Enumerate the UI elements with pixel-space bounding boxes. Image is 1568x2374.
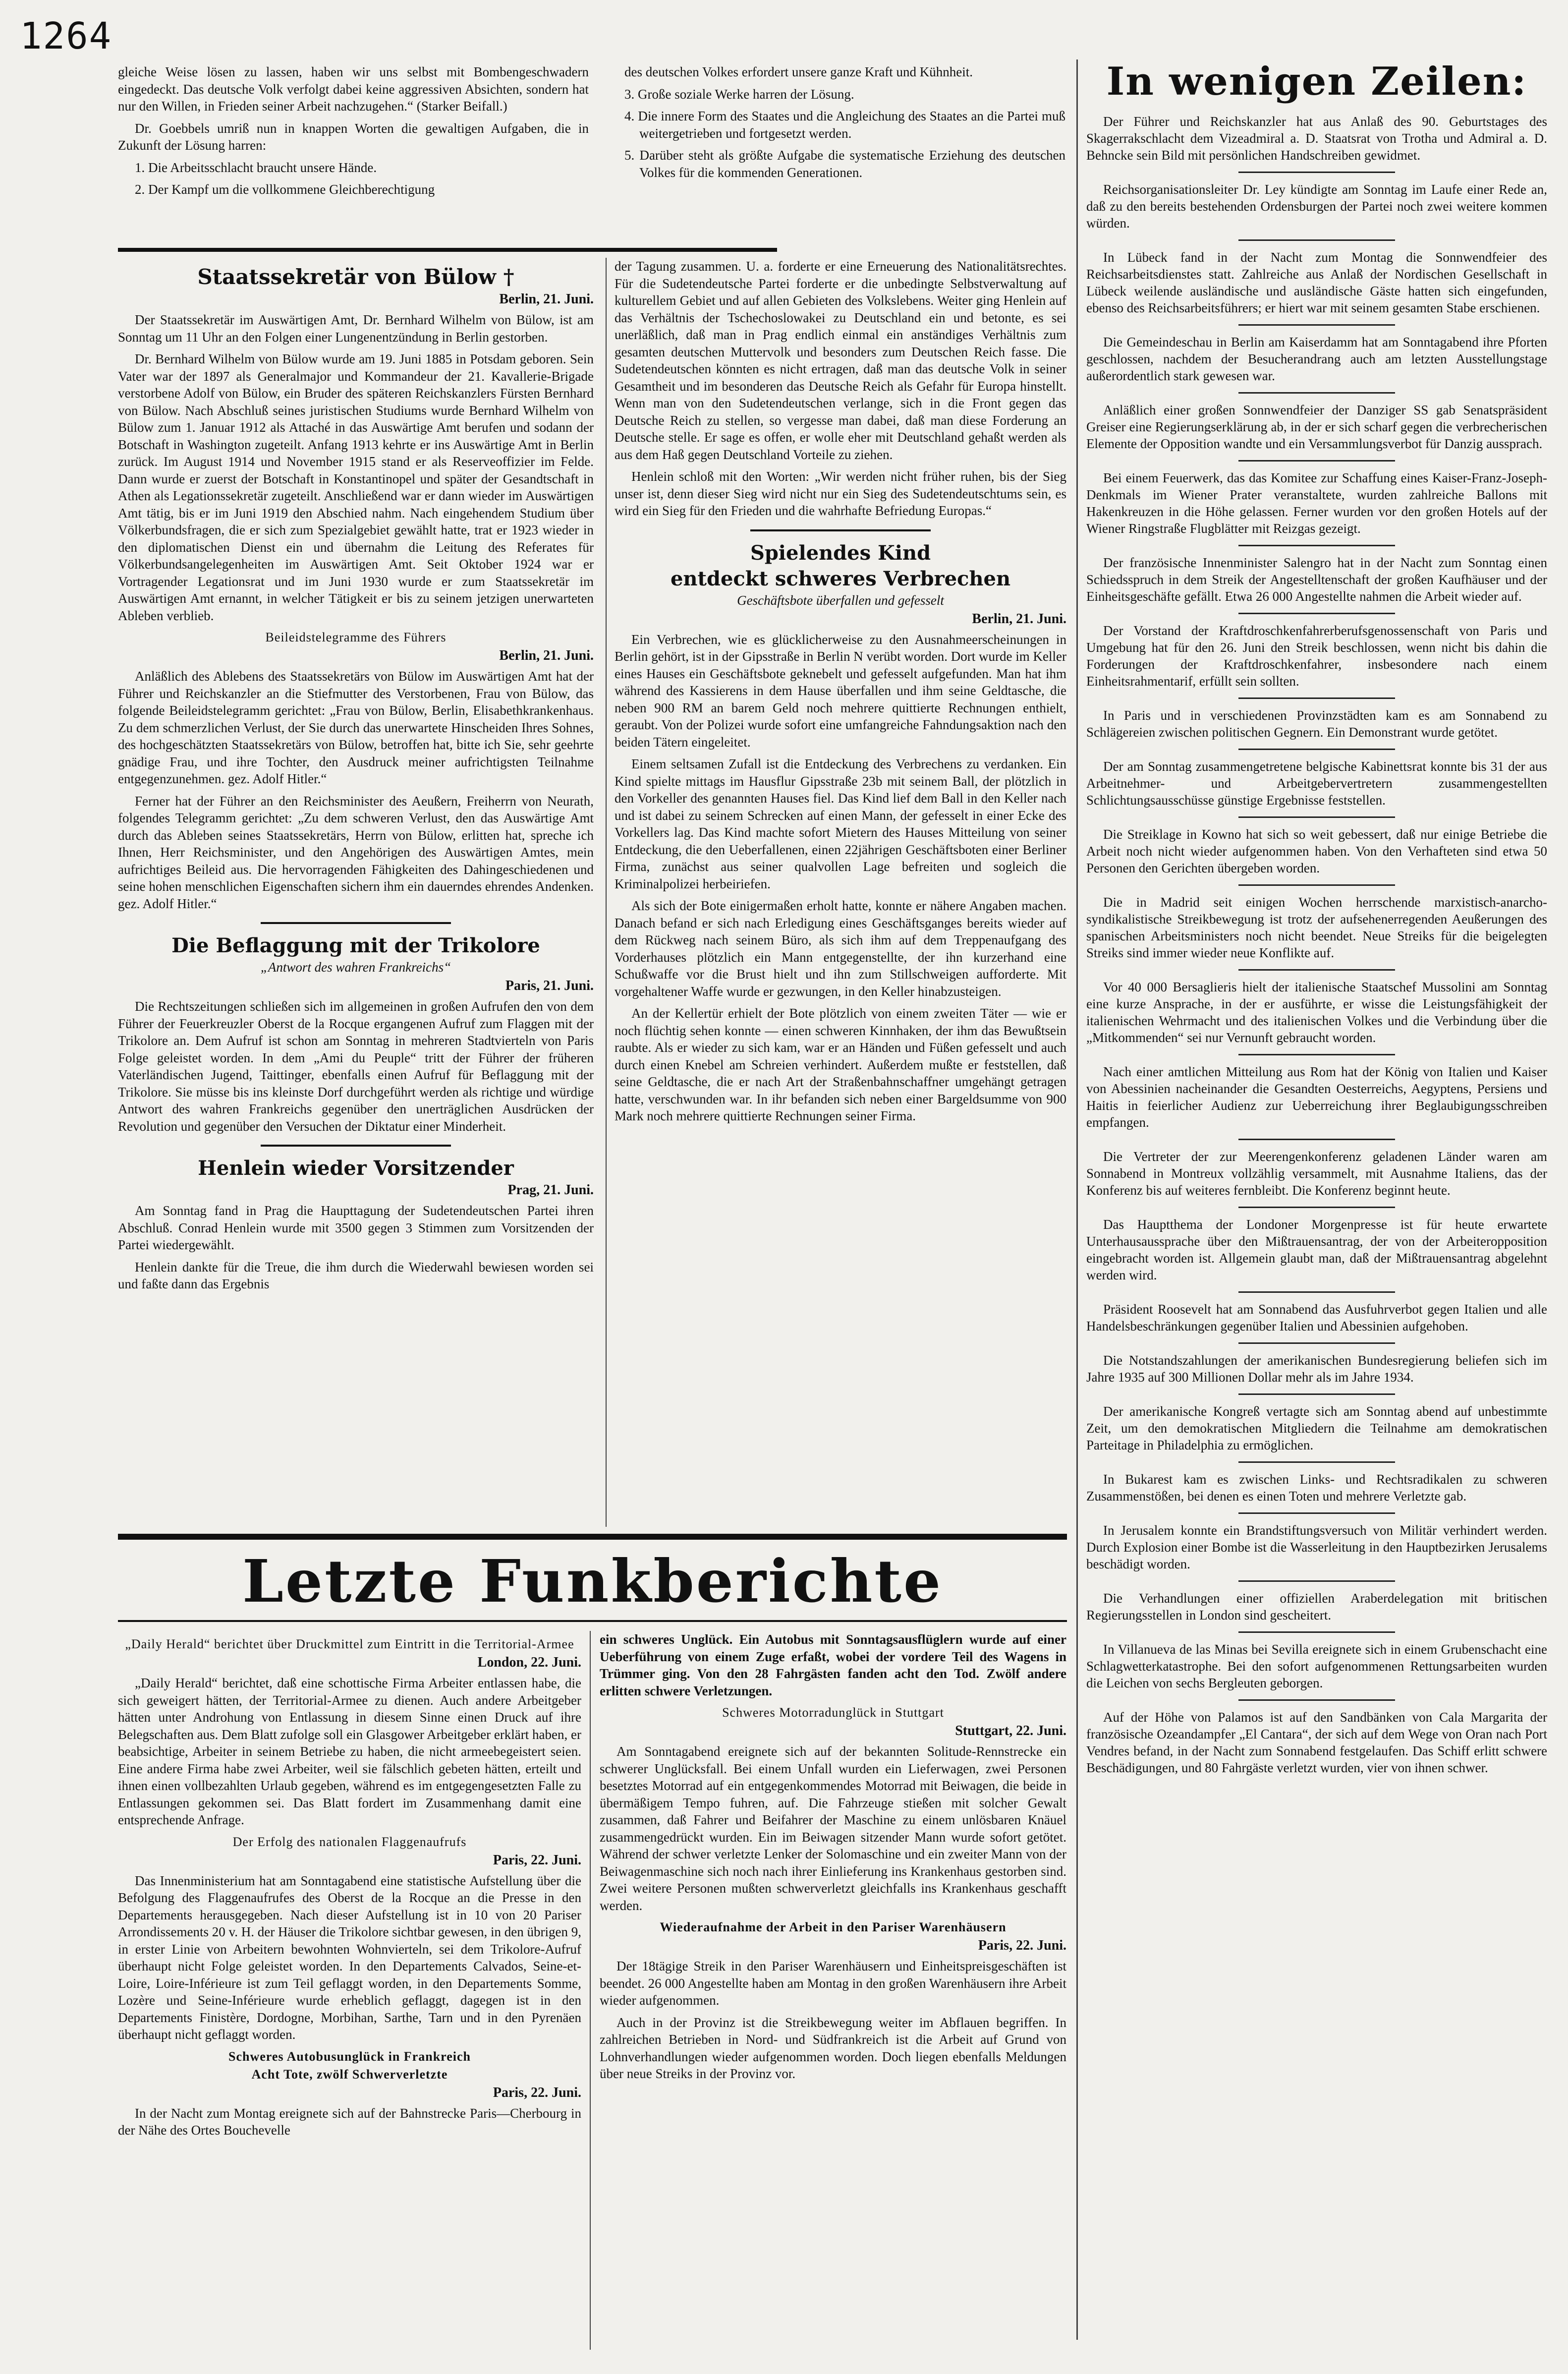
sidebar-items (1086, 113, 1547, 1776)
item-separator (1238, 1699, 1395, 1701)
goebbels-continuation (118, 63, 589, 247)
paragraph: Als sich der Bote einigermaßen erholt hatte, konnte er nähere Angaben machen. Danach befand er sich nach Erledigung eines Geschäftsganges bereits wieder auf dem Rückweg nach seinem Büro, als sich ihm auf dem Treppenaufgang des Vorderhauses plötzlich ein Mann entgegenstellte, der ihn kurzerhand eine Schußwaffe vor die Brust hielt und ihn zum Stillschweigen aufforderte. Mit vorgehaltener Waffe wurde er gezwungen, in den Keller hinabzusteigen. (615, 898, 1066, 999)
paragraph: Ferner hat der Führer an den Reichsminister des Aeußern, Freiherrn von Neurath, folgendes Telegramm gerichtet: „Zu dem schweren Verlust, den das Auswärtige Amt durch das Ableben seines Staatssekretärs, Herrn von Bülow, erlitten hat, spreche ich Ihnen, Herr Reichsminister, und den Angehörigen des Auswärtigen Amtes, mein aufrichtiges Beileid aus. Die hervorragenden Fähigkeiten des Dahingeschiedenen und seine hohen menschlichen Eigenschaften sichern ihm ein dauerndes ehrendes Andenken. gez. Adolf Hitler.“ (118, 793, 594, 911)
item-separator (1238, 1054, 1395, 1055)
item-separator (1238, 816, 1395, 818)
article-title-motorrad: Schweres Motorradunglück in Stuttgart (722, 1705, 944, 1720)
list-item: 4. Die innere Form des Staates und die Angleichung des Staates an die Partei muß weitergetrieben und fortgesetzt werden. (624, 109, 1065, 141)
sidebar-news-item: Anläßlich einer großen Sonnwendfeier der Danziger SS gab Senatspräsident Greiser eine Regierungserklärung ab, in der er sich scharf gegen die verbrecherischen Elemente der Opposition wandte und ein Versammlungsverbot für Danzig aussprach. (1086, 403, 1547, 451)
article-title-daily-herald: „Daily Herald“ berichtet über Druckmittel zum Eintritt in die Territorial-Armee (125, 1637, 574, 1651)
divider (261, 1145, 451, 1147)
article-subtitle-autobus: Acht Tote, zwölf Schwerverletzte (251, 2067, 448, 2082)
section-banner: Letzte Funkberichte (242, 1547, 943, 1616)
paragraph: Einem seltsamen Zufall ist die Entdeckung des Verbrechens zu verdanken. Ein Kind spielte mittags im Hausflur Gipsstraße 23b mit seinem Ball, der plötzlich in den Vorkeller des genannten Hauses fiel. Das Kind lief dem Ball in den Keller nach und ist dabei zu seinem Schrecken auf einen Mann, der gefesselt in einer Ecke des Vorkellers lag. Das Kind machte sofort Mietern des Hauses Mitteilung von seiner Entdeckung, die den Ueberfallenen, einen 22jährigen Geschäftsboten einer Berliner Firma, zunächst aus seiner qualvollen Lage befreiten und sogleich die Kriminalpolizei herbeiriefen. (615, 756, 1066, 891)
subheading: Beileidstelegramme des Führers (265, 630, 447, 644)
paragraph: Dr. Goebbels umriß nun in knappen Worten die gewaltigen Aufgaben, die in Zukunft der Lösung harren: (118, 120, 589, 153)
item-separator (1238, 172, 1395, 173)
paragraph: Die Rechtszeitungen schließen sich im allgemeinen in großen Aufrufen den von dem Führer der Feuerkreuzler Oberst de la Rocque ergangenen Aufruf zum Flaggen mit der Trikolore an. Dem Aufruf ist schon am Sonntag in mehreren Stadtvierteln von Paris Folge geleistet worden. In dem „Ami du Peuple“ tritt der Führer der früheren Vaterländischen Jugend, Taittinger, ebenfalls einen Aufruf für Beflaggung mit der Trikolore. Sie müsse bis ins kleinste Dorf durchgeführt werden als richtige und würdige Antwort des wahren Frankreichs gegenüber den unerträglichen Ausdrücken der Revolution und gegenüber den Versuchen der Diktatur einer Minderheit. (118, 999, 594, 1134)
sidebar-news-item: Vor 40 000 Bersaglieris hielt der italienische Staatschef Mussolini am Sonntag eine kurze Ansprache, in der er ausführte, er wisse die Leistungsfähigkeit der italienischen Wehrmacht und des italienischen Volkes und die Verbindung über die „Mitkommenden“ sei nur Vernunft gebraucht worden. (1086, 980, 1547, 1045)
divider (750, 529, 931, 531)
paragraph: Am Sonntagabend ereignete sich auf der bekannten Solitude-Rennstrecke ein schwerer Unglücksfall. Bei einem Unfall wurden ein Lieferwagen, zwei Personen besetztes Motorrad auf ein entgegenkommendes Motorrad mit Beiwagen, die beide in übermäßigem Tempo fuhren, auf. Die Fahrzeuge stießen mit solcher Gewalt zusammen, daß Fahrer und Beifahrer der Maschine zu einem unlösbaren Knäuel zusammengedrückt wurden. Ein im Beiwagen sitzender Mann wurde sofort getötet. Während der schwer verletzte Lenker der Solomaschine und ein zweiter Mann von der Beiwagenmaschine sich noch nach ihrer Einlieferung ins Krankenhaus gestorben sind. Zwei weitere Personen mußten schwerverletzt gleichfalls ins Krankenhaus geschafft werden. (600, 1744, 1066, 1913)
article-title-kind-line2: entdeckt schweres Verbrechen (670, 567, 1011, 590)
sidebar-news-item: Bei einem Feuerwerk, das das Komitee zur Schaffung eines Kaiser-Franz-Joseph-Denkmals im Wiener Prater veranstaltete, wurden zahlreiche Ballons mit Hakenkreuzen in die Höhe gelassen. Ferner wurden vor den großen Hotels auf der Wiener Ringstraße Flugblätter mit Reizgas gezeigt. (1086, 470, 1547, 536)
sidebar-news-item: Der Führer und Reichskanzler hat aus Anlaß des 90. Geburtstages des Skagerrakschlacht dem Vizeadmiral a. D. Staatsrat von Trotha und Admiral a. D. Behncke sein Bild mit persönlichen Handschreiben gewidmet. (1086, 114, 1547, 163)
sidebar-title: In wenigen Zeilen: (1106, 59, 1527, 104)
item-separator (1238, 1461, 1395, 1463)
subtitle: Geschäftsbote überfallen und gefesselt (737, 592, 944, 608)
list-item: 5. Darüber steht als größte Aufgabe die systematische Erziehung des deutschen Volkes für die kommenden Generationen. (624, 148, 1065, 180)
banner-rule (118, 1620, 1067, 1622)
sidebar-news-item: Präsident Roosevelt hat am Sonnabend das Ausfuhrverbot gegen Italien und alle Handelsbeschränkungen gegenüber Italien und Abessinien aufgehoben. (1086, 1302, 1547, 1333)
item-separator (1238, 1291, 1395, 1293)
sidebar-news-item: Die Notstandszahlungen der amerikanischen Bundesregierung beliefen sich im Jahre 1935 auf 300 Millionen Dollar mehr als im Jahre 1934. (1086, 1353, 1547, 1385)
sidebar-news-item: Der französische Innenminister Salengro hat in der Nacht zum Sonntag einen Schiedsspruch in dem Streik der Angestelltenschaft der großen Kaufhäuser und der Einheitsgeschäfte gefällt. Etwa 26 000 Angestellte nahmen die Arbeit wieder auf. (1086, 555, 1547, 604)
bottom-middle-column (600, 1631, 1066, 2355)
article-title-kind: Spielendes Kind (750, 541, 931, 565)
column-rule (590, 1631, 591, 2350)
dateline: Paris, 22. Juni. (493, 2084, 581, 2100)
goebbels-tasks-list (619, 63, 1065, 247)
paragraph: Anläßlich des Ablebens des Staatssekretärs von Bülow im Auswärtigen Amt hat der Führer und Reichskanzler an die Stiefmutter des Verstorbenen, Frau von Bülow, das folgende Beileidstelegramm gerichtet: „Frau von Bülow, Berlin, Elisabethkrankenhaus. Zu dem schmerzlichen Verlust, der Sie durch das unerwartete Hinscheiden Ihres Sohnes, des hochgeschätzten Staatssekretärs von Bülow, betroffen hat, bitte ich Sie, sehr geehrte gnädige Frau, und ihre Tochter, den Ausdruck meiner aufrichtigsten Teilnahme entgegenzunehmen. gez. Adolf Hitler.“ (118, 669, 594, 786)
sidebar-news-item: Reichsorganisationsleiter Dr. Ley kündigte am Sonntag im Laufe einer Rede an, daß zu den bereits bestehenden Ordensburgen der Partei noch zwei weitere kommen würden. (1086, 182, 1547, 231)
sidebar-news-item: Die Gemeindeschau in Berlin am Kaiserdamm hat am Sonntagabend ihre Pforten geschlossen, nachdem der Besucherandrang auch am letzten Ausstellungstage außerordentlich stark gewesen war. (1086, 335, 1547, 383)
paragraph: Der Staatssekretär im Auswärtigen Amt, Dr. Bernhard Wilhelm von Bülow, ist am Sonntag um 11 Uhr an den Folgen einer Lungenentzündung in Berlin gestorben. (118, 312, 594, 345)
item-separator (1238, 613, 1395, 614)
middle-column (615, 258, 1066, 1527)
article-title-flagge: Der Erfolg des nationalen Flaggenaufrufs (232, 1834, 467, 1849)
sidebar-news-item: Der amerikanische Kongreß vertagte sich am Sonntag abend auf unbestimmte Zeit, um den demokratischen Mitgliedern die Teilnahme am demokratischen Parteitage in Philadelphia zu ermöglichen. (1086, 1404, 1547, 1452)
article-title-autobus: Schweres Autobusunglück in Frankreich (228, 2049, 471, 2064)
paragraph: Dr. Bernhard Wilhelm von Bülow wurde am 19. Juni 1885 in Potsdam geboren. Sein Vater war der 1897 als Generalmajor und Kommandeur der 21. Kavallerie-Brigade verstorbene Adolf von Bülow, ein Bruder des späteren Reichskanzlers Fürsten Bernhard von Bülow. Nach Abschluß seines juristischen Studiums wurde Bernhard Wilhelm von Bülow zum 1. Januar 1912 als Attaché in das Auswärtige Amt berufen und sodann der Botschaft in Washington zugeteilt. Anfang 1913 kehrte er ins Auswärtige Amt in Berlin zurück. Im August 1914 und November 1915 stand er als Reserveoffizier im Felde. Dann wurde er zuerst der Botschaft in Konstantinopel und später der Gesandtschaft in Athen als Legationssekretär zugeteilt. Anschließend war er dann wieder im Auswärtigen Amt tätig, bis er im Juni 1919 den Abschied nahm. Nach eingehendem Studium über Völkerbundsfragen, die er sich zum Spezialgebiet gewählt hatte, trat er 1923 wieder in den diplomatischen Dienst ein und übernahm die Leitung des Referates für Völkerbundsangelegenheiten im Auswärtigen Amt. Seit Oktober 1924 war er Vortragender Legationsrat und im Juni 1930 wurde er zum Staatssekretär im Auswärtigen Amt ernannt, in welcher Tätigkeit er bis zu seinem jetzigen unerwarteten Ableben verblieb. (118, 351, 594, 623)
article-title-buelow: Staatssekretär von Bülow † (197, 265, 514, 289)
sidebar-news-item: Das Hauptthema der Londoner Morgenpresse ist für heute erwartete Unterhausaussprache über den Mißtrauensantrag, der von der Arbeiteropposition eingebracht worden ist. Allgemein glaubt man, daß der Mißtrauensantrag abgelehnt werden wird. (1086, 1217, 1547, 1282)
paragraph: Auch in der Provinz ist die Streikbewegung weiter im Abflauen begriffen. In zahlreichen Betrieben in Nord- und Südfrankreich ist die Arbeit auf Grund von Lohnverhandlungen wieder aufgenommen worden. Doch liegen ebenfalls Meldungen über neue Streiks in der Provinz vor. (600, 2015, 1066, 2081)
item-separator (1238, 749, 1395, 750)
item-separator (1238, 1139, 1395, 1140)
banner-rule (118, 1534, 1067, 1540)
dateline: Stuttgart, 22. Juni. (955, 1723, 1066, 1738)
sidebar-news-item: Auf der Höhe von Palamos ist auf den Sandbänken von Cala Margarita der französische Ozeandampfer „El Cantara“, der sich auf dem Wege von Oran nach Port Vendres befand, in der Nacht zum Sonnabend festgelaufen. Das Schiff erlitt schwere Beschädigungen, und 80 Fahrgäste verletzt wurden, vier von ihnen schwer. (1086, 1710, 1547, 1775)
dateline: Berlin, 21. Juni. (499, 648, 594, 663)
dateline: Berlin, 21. Juni. (972, 611, 1066, 627)
paragraph: Der 18tägige Streik in den Pariser Warenhäusern und Einheitspreisgeschäften ist beendet. 26 000 Angestellte haben am Montag in den großen Warenhäusern ihre Arbeit wieder aufgenommen. (600, 1959, 1066, 2008)
sidebar-news-item: In Bukarest kam es zwischen Links- und Rechtsradikalen zu schweren Zusammenstößen, bei denen es einen Toten und mehrere Verletzte gab. (1086, 1472, 1547, 1504)
sidebar-news-item: In Jerusalem konnte ein Brandstiftungsversuch von Militär verhindert werden. Durch Explosion einer Bombe ist die Wasserleitung in den Hauptbezirken Jerusalems beschädigt worden. (1086, 1523, 1547, 1571)
paragraph: der Tagung zusammen. U. a. forderte er eine Erneuerung des Nationalitätsrechtes. Für die Sudetendeutsche Partei forderte er die unbedingte Selbstverwaltung auf kulturellem Gebiet und auf allen Gebieten des Volkslebens. Weiter ging Henlein auf das Verhältnis der Tschechoslowakei zu Deutschland ein und betonte, es sei unerläßlich, daß man in Prag endlich einmal ein anständiges Verhältnis zum gesamten deutschen Muttervolk und besonders zum Deutschen Reich fasse. Die Sudetendeutschen könnten es nicht ertragen, daß man das deutsche Volk in seiner Gesamtheit und im besonderen das Deutsche Reich als Gefahr für Europa hinstellt. Wenn man von den Sudetendeutschen verlange, sich in die Front gegen das Deutsche Reich zu stellen, so vergesse man dabei, daß man diese Forderung an Deutsche stelle. Er sage es offen, er wolle eher mit Deutschland gehaßt werden als aus dem Haß gegen Deutschland Vorteile zu ziehen. (615, 259, 1066, 462)
paragraph: 1. Die Arbeitsschlacht braucht unsere Hände. (135, 160, 377, 175)
paragraph: In der Nacht zum Montag ereignete sich auf der Bahnstrecke Paris—Cherbourg in der Nähe des Ortes Bouchevelle (118, 2105, 581, 2138)
subtitle: „Antwort des wahren Frankreichs“ (260, 960, 451, 975)
item-separator (1238, 969, 1395, 971)
article-title-warenhaus: Wiederaufnahme der Arbeit in den Pariser Warenhäusern (660, 1920, 1007, 1934)
dateline: London, 22. Juni. (477, 1655, 581, 1670)
right-sidebar-column (1086, 59, 1547, 2360)
paragraph: 2. Der Kampf um die vollkommene Gleichberechtigung (135, 182, 435, 197)
sidebar-news-item: Die Verhandlungen einer offiziellen Araberdelegation mit britischen Regierungsstellen in London sind gescheitert. (1086, 1591, 1547, 1622)
paragraph: „Daily Herald“ berichtet, daß eine schottische Firma Arbeiter entlassen habe, die sich geweigert hätten, der Territorial-Armee zu dienen. Auch andere Arbeitgeber hätten unter Androhung von Entlassung in diesem Sinne einen Druck auf ihre Belegschaften aus. Dem Blatt zufolge soll ein Glasgower Arbeitgeber erklärt haben, er beabsichtige, Arbeiter in seinem Betriebe zu haben, die nicht armeebegeistert seien. Eine andere Firma habe zwei Arbeiter, weil sie fälschlich gebeten hätten, erteilt und ihnen einen vollbezahlten Urlaub gegeben, während es im entgegengesetzten Falle zu Entlassungen gekommen sei. Das Blatt fordert im Zusammenhang damit eine entsprechende Anfrage. (118, 1676, 581, 1827)
item-separator (1238, 1631, 1395, 1633)
column-rule (606, 258, 607, 1527)
item-separator (1238, 392, 1395, 394)
sidebar-news-item: Der Vorstand der Kraftdroschkenfahrerberufsgenossenschaft von Paris und Umgebung hat für den 26. Juni den Streik beschlossen, wenn nicht bis dahin die Forderungen der Kraftdroschkenfahrer, insbesondere nach einem Einheitsrahmentarif, erfüllt sein sollten. (1086, 623, 1547, 689)
item-separator (1238, 884, 1395, 886)
paragraph: Henlein schloß mit den Worten: „Wir werden nicht früher ruhen, bis der Sieg unser ist, denn dieser Sieg wird nicht nur ein Sieg des Sudetendeutschtums sein, es wird ein Sieg für den Frieden und die wahrhafte Befriedung Europas.“ (615, 469, 1066, 518)
item-separator (1238, 324, 1395, 326)
sidebar-news-item: Die Vertreter der zur Meerengenkonferenz geladenen Länder waren am Sonnabend in Montreux vollzählig versammelt, mit Ausnahme Italiens, das der Konferenz bis auf weiteres fernbleibt. Die Konferenz beginnt heute. (1086, 1149, 1547, 1198)
item-separator (1238, 460, 1395, 462)
dateline: Berlin, 21. Juni. (499, 291, 594, 307)
item-separator (1238, 1580, 1395, 1582)
sidebar-news-item: In Lübeck fand in der Nacht zum Montag die Sonnwendfeier des Reichsarbeitsdienstes statt. Zahlreiche aus Anlaß der Nordischen Gesellschaft in Lübeck weilende ausländische und ausländische Gäste hatten sich eingefunden, ebenso des Reichsarbeitsführers; er hiert war mit seinem gesamten Stabe erschienen. (1086, 250, 1547, 315)
paragraph: Das Innenministerium hat am Sonntagabend eine statistische Aufstellung über die Befolgung des Flaggenaufrufes des Oberst de la Rocque an die Presse in den Departements herausgegeben. Nach dieser Aufstellung ist in 10 von 20 Pariser Arrondissements 20 v. H. der Häuser die Trikolore sichtbar gewesen, in den übrigen 9, in erster Linie von Arbeitern bewohnten Wohnvierteln, sei dem Trikolore-Aufruf überhaupt nicht Folge geleistet worden. In den Departements Calvados, Seine-et-Loire, Loire-Inférieure ist zum Teil geflaggt worden, in den Departements Somme, Lozère und Seine-Inférieure wurde erheblich geflaggt, dagegen ist in den Departements Finistère, Dordogne, Morbihan, Sarthe, Tarn und in den Pyrenäen überhaupt nicht geflaggt worden. (118, 1873, 581, 2042)
paragraph: Am Sonntag fand in Prag die Haupttagung der Sudetendeutschen Partei ihren Abschluß. Conrad Henlein wurde mit 3500 gegen 3 Stimmen zum Vorsitzenden der Partei wiedergewählt. (118, 1203, 594, 1252)
item-separator (1238, 697, 1395, 699)
paragraph: gleiche Weise lösen zu lassen, haben wir uns selbst mit Bombengeschwadern eingedeckt. Das deutsche Volk verfolgt dabei keine aggressiven Absichten, sondern hat nur den Willen, in Frieden seiner Arbeit nachzugehen.“ (Starker Beifall.) (118, 64, 589, 114)
paragraph: Ein Verbrechen, wie es glücklicherweise zu den Ausnahmeerscheinungen in Berlin gehört, ist in der Gipsstraße in Berlin N verübt worden. Dort wurde im Keller eines Hauses ein Geschäftsbote geknebelt und gefesselt aufgefunden. Man hat ihm während des Kassierens in dem Hause überfallen und ihm seine Geldtasche, die neben 900 RM an barem Geld noch mehrere quittierte Rechnungen enthielt, geraubt. Von der Polizei wurde sofort eine umfangreiche Fahndungsaktion nach den beiden Tätern eingeleitet. (615, 632, 1066, 750)
sidebar-news-item: Die in Madrid seit einigen Wochen herrschende marxistisch-anarcho-syndikalistische Streikbewegung ist trotz der aufsehenerregenden Aeußerungen des spanischen Arbeitsministers noch nicht beendet. Neue Streiks für die beigelegten Streiks sind immer wieder neue Konflikte auf. (1086, 895, 1547, 960)
sidebar-news-item: Der am Sonntag zusammengetretene belgische Kabinettsrat konnte bis 31 der aus Arbeitnehmer- und Arbeitgebervertretern zusammengestellten Schlichtungsausschüsse günstige Ergebnisse feststellen. (1086, 759, 1547, 808)
paragraph: ein schweres Unglück. Ein Autobus mit Sonntagsausflüglern wurde auf einer Ueberführung von einem Zuge erfaßt, wobei der vordere Teil des Wagens in Trümmer ging. Von den 28 Fahrgästen fanden acht den Tod. Zwölf andere erlitten schwere Verletzungen. (600, 1632, 1066, 1698)
paragraph: des deutschen Volkes erfordert unsere ganze Kraft und Kühnheit. (624, 64, 973, 79)
column-rule (1076, 59, 1078, 2340)
sidebar-news-item: Die Streiklage in Kowno hat sich so weit gebessert, daß nur einige Betriebe die Arbeit noch nicht wieder aufgenommen haben. Von den Verhafteten sind etwa 50 Personen den Gerichten übergeben worden. (1086, 827, 1547, 875)
item-separator (1238, 1342, 1395, 1344)
sidebar-news-item: In Paris und in verschiedenen Provinzstädten kam es am Sonnabend zu Schlägereien zwischen politischen Gegnern. Ein Demonstrant wurde getötet. (1086, 708, 1547, 740)
dateline: Paris, 22. Juni. (978, 1938, 1066, 1953)
sidebar-news-item: In Villanueva de las Minas bei Sevilla ereignete sich in einem Grubenschacht eine Schlagwetterkatastrophe. Bei den sofort aufgenommenen Rettungsarbeiten wurden die Leichen von sechs Bergleuten geborgen. (1086, 1642, 1547, 1690)
item-separator (1238, 545, 1395, 546)
dateline: Paris, 21. Juni. (505, 978, 594, 993)
paragraph: An der Kellertür erhielt der Bote plötzlich von einem zweiten Täter — wie er noch flüchtig sehen konnte — einen schweren Kinnhaken, der ihm das Bewußtsein raubte. Als er wieder zu sich kam, war er an Händen und Füßen gefesselt und auch durch einen Knebel am Schreien verhindert. Außerdem mußte er feststellen, daß seine Geldtasche, die er nach Art der Straßenbahnschaffner umgehängt getragen hatte, verschwunden war. In ihr befanden sich neben einer Bargeldsumme von 900 Mark noch mehrere quittierte Rechnungen seiner Firma. (615, 1006, 1066, 1123)
dateline: Paris, 22. Juni. (493, 1852, 581, 1868)
page-number: 1264 (20, 15, 112, 58)
bottom-left-column (118, 1631, 581, 2355)
list-item: 3. Große soziale Werke harren der Lösung. (624, 86, 854, 102)
article-title-trikolore: Die Beflaggung mit der Trikolore (171, 934, 540, 957)
item-separator (1238, 1207, 1395, 1208)
item-separator (1238, 239, 1395, 241)
section-rule (118, 248, 777, 252)
article-title-henlein: Henlein wieder Vorsitzender (198, 1157, 514, 1180)
item-separator (1238, 1512, 1395, 1514)
sidebar-news-item: Nach einer amtlichen Mitteilung aus Rom hat der König von Italien und Kaiser von Abessinien nacheinander die Gesandten Oesterreichs, Aegyptens, Persiens und Haitis in feierlicher Audienz zur Ueberreichung ihrer Beglaubigungsschreiben empfangen. (1086, 1064, 1547, 1130)
dateline: Prag, 21. Juni. (507, 1182, 594, 1198)
paragraph: Henlein dankte für die Treue, die ihm durch die Wiederwahl bewiesen worden sei und faßte dann das Ergebnis (118, 1259, 594, 1291)
left-column (118, 258, 594, 1527)
item-separator (1238, 1393, 1395, 1395)
divider (261, 922, 451, 924)
